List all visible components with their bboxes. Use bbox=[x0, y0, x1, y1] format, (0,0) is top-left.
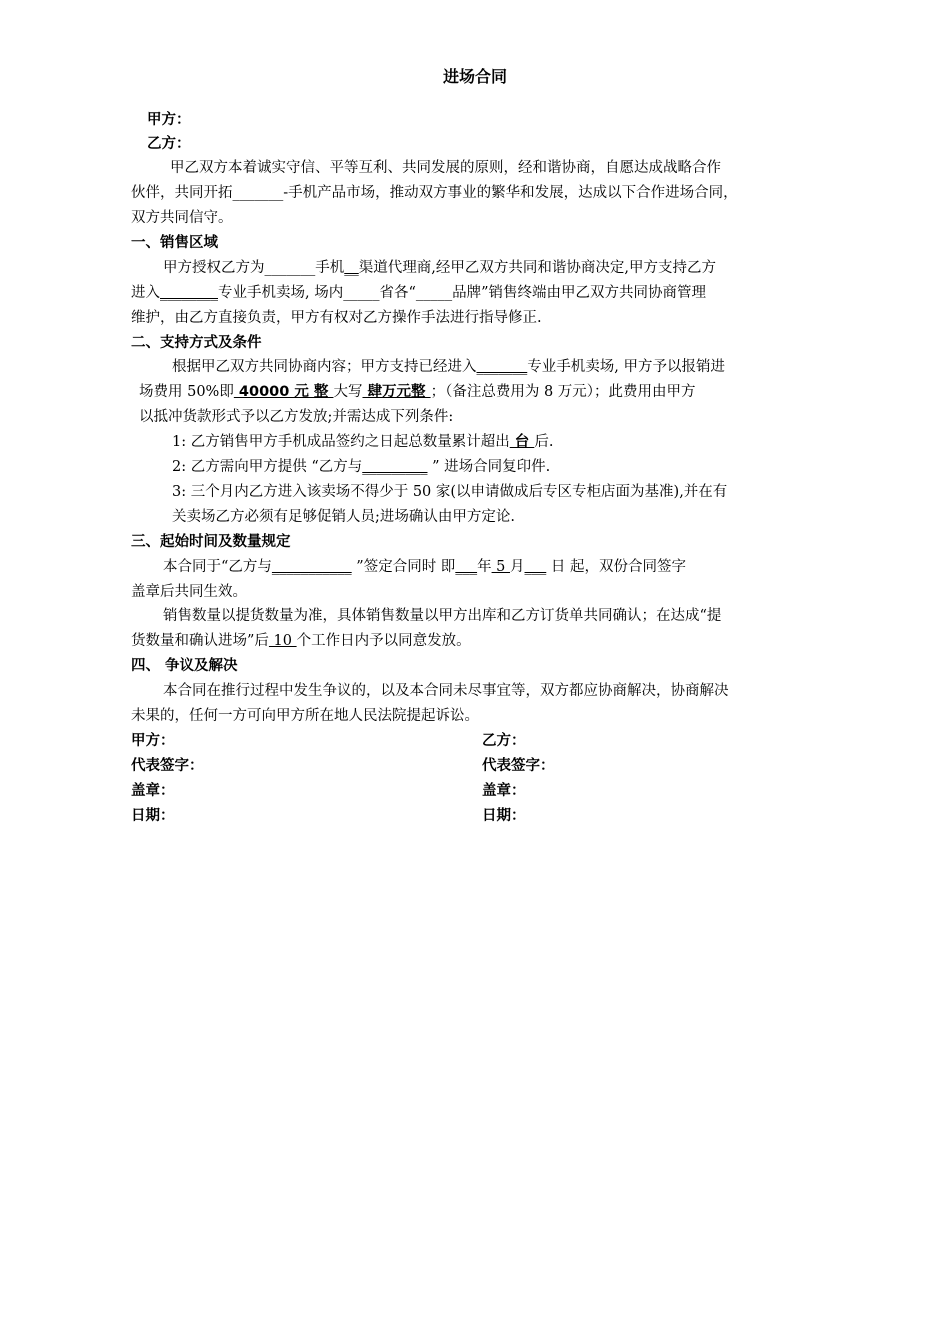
blank: ________ bbox=[160, 285, 218, 301]
section4-line-2: 未果的，任何一方可向甲方所在地人民法院提起诉讼。 bbox=[131, 708, 479, 724]
text: 个工作日内予以同意发放。 bbox=[296, 633, 471, 649]
section3-para-1-line-1 bbox=[163, 557, 686, 577]
section4-heading: 四、 争议及解决 bbox=[131, 658, 238, 674]
text: 月 bbox=[510, 559, 525, 575]
blank: ___ bbox=[455, 559, 478, 575]
section3-heading: 三、起始时间及数量规定 bbox=[131, 534, 291, 550]
text: ”签定合同时 即 bbox=[351, 559, 456, 575]
amount-uppercase: 肆万元整 bbox=[362, 384, 431, 400]
sig-left-seal: 盖章： bbox=[131, 783, 175, 799]
text: 后. bbox=[534, 434, 554, 450]
condition-3-line-2: 关卖场乙方必须有足够促销人员;进场确认由甲方定论. bbox=[172, 509, 515, 525]
text: 专业手机卖场, 场内_____省各“_____品牌”销售终端由甲乙双方共同协商管理 bbox=[218, 285, 707, 301]
text: 本合同于“乙方与 bbox=[163, 559, 272, 575]
text: 货数量和确认进场”后 bbox=[131, 633, 269, 649]
section1-line-3: 维护，由乙方直接负责，甲方有权对乙方操作手法进行指导修正. bbox=[131, 310, 542, 326]
text: 根据甲乙双方共同协商内容；甲方支持已经进入 bbox=[172, 359, 477, 375]
unit-blank: 台 bbox=[509, 434, 535, 450]
condition-3-line-1: 3: 三个月内乙方进入该卖场不得少于 50 家(以申请做成后专区专柜店面为基准),并在有 bbox=[172, 484, 728, 500]
section2-line-1 bbox=[172, 357, 725, 377]
text: 场费用 50%即 bbox=[139, 384, 234, 400]
condition-2 bbox=[172, 457, 550, 477]
blank: ___________ bbox=[271, 559, 352, 575]
party-a-label: 甲方： bbox=[147, 112, 191, 128]
section2-line-3: 以抵冲货款形式予以乙方发放;并需达成下列条件: bbox=[139, 409, 454, 425]
party-b-label: 乙方： bbox=[147, 136, 191, 152]
section1-line-1 bbox=[163, 258, 716, 278]
section3-para-2-line-2 bbox=[131, 631, 471, 651]
sig-right-date: 日期： bbox=[482, 808, 526, 824]
text: 1: 乙方销售甲方手机成品签约之日起总数量累计超出 bbox=[172, 434, 510, 450]
intro-line-1: 甲乙双方本着诚实守信、平等互利、共同发展的原则，经和谐协商，自愿达成战略合作 bbox=[170, 160, 721, 176]
text: 专业手机卖场, 甲方予以报销进 bbox=[527, 359, 725, 375]
section3-para-2-line-1: 销售数量以提货数量为准，具体销售数量以甲方出库和乙方订货单共同确认；在达成“提 bbox=[163, 608, 722, 624]
sig-right-party: 乙方： bbox=[482, 733, 526, 749]
blank: _________ bbox=[362, 459, 428, 475]
sig-right-seal: 盖章： bbox=[482, 783, 526, 799]
sig-left-representative: 代表签字： bbox=[131, 758, 204, 774]
intro-line-2: 伙伴，共同开拓_______-手机产品市场，推动双方事业的繁华和发展，达成以下合作进场合同， bbox=[131, 185, 738, 201]
text: 进入 bbox=[131, 285, 160, 301]
section2-line-2 bbox=[139, 382, 696, 402]
blank: __ bbox=[344, 260, 359, 276]
intro-line-3: 双方共同信守。 bbox=[131, 210, 233, 226]
text: 年 bbox=[477, 559, 492, 575]
sig-right-representative: 代表签字： bbox=[482, 758, 555, 774]
text: 日 起，双份合同签字 bbox=[546, 559, 686, 575]
section3-para-1-line-2: 盖章后共同生效。 bbox=[131, 584, 247, 600]
section2-heading: 二、支持方式及条件 bbox=[131, 335, 262, 351]
section1-heading: 一、销售区域 bbox=[131, 235, 218, 251]
month-value: 5 bbox=[491, 559, 511, 575]
condition-1 bbox=[172, 432, 553, 452]
amount-figures: 40000 元 整 bbox=[233, 384, 334, 400]
days-value: 10 bbox=[268, 633, 297, 649]
sig-left-date: 日期： bbox=[131, 808, 175, 824]
page-title: 进场合同 bbox=[442, 67, 507, 86]
sig-left-party: 甲方： bbox=[131, 733, 175, 749]
text: 2: 乙方需向甲方提供 “乙方与 bbox=[172, 459, 363, 475]
blank: _______ bbox=[476, 359, 528, 375]
blank: ___ bbox=[524, 559, 547, 575]
text: ；（备注总费用为 8 万元）；此费用由甲方 bbox=[430, 384, 696, 400]
text: 甲方授权乙方为_______手机 bbox=[163, 260, 345, 276]
text: 大写 bbox=[333, 384, 363, 400]
section1-line-2 bbox=[131, 283, 706, 303]
section4-line-1: 本合同在推行过程中发生争议的，以及本合同未尽事宜等，双方都应协商解决，协商解决 bbox=[163, 683, 729, 699]
text: ” 进场合同复印件. bbox=[427, 459, 551, 475]
text: 渠道代理商,经甲乙双方共同和谐协商决定,甲方支持乙方 bbox=[358, 260, 716, 276]
